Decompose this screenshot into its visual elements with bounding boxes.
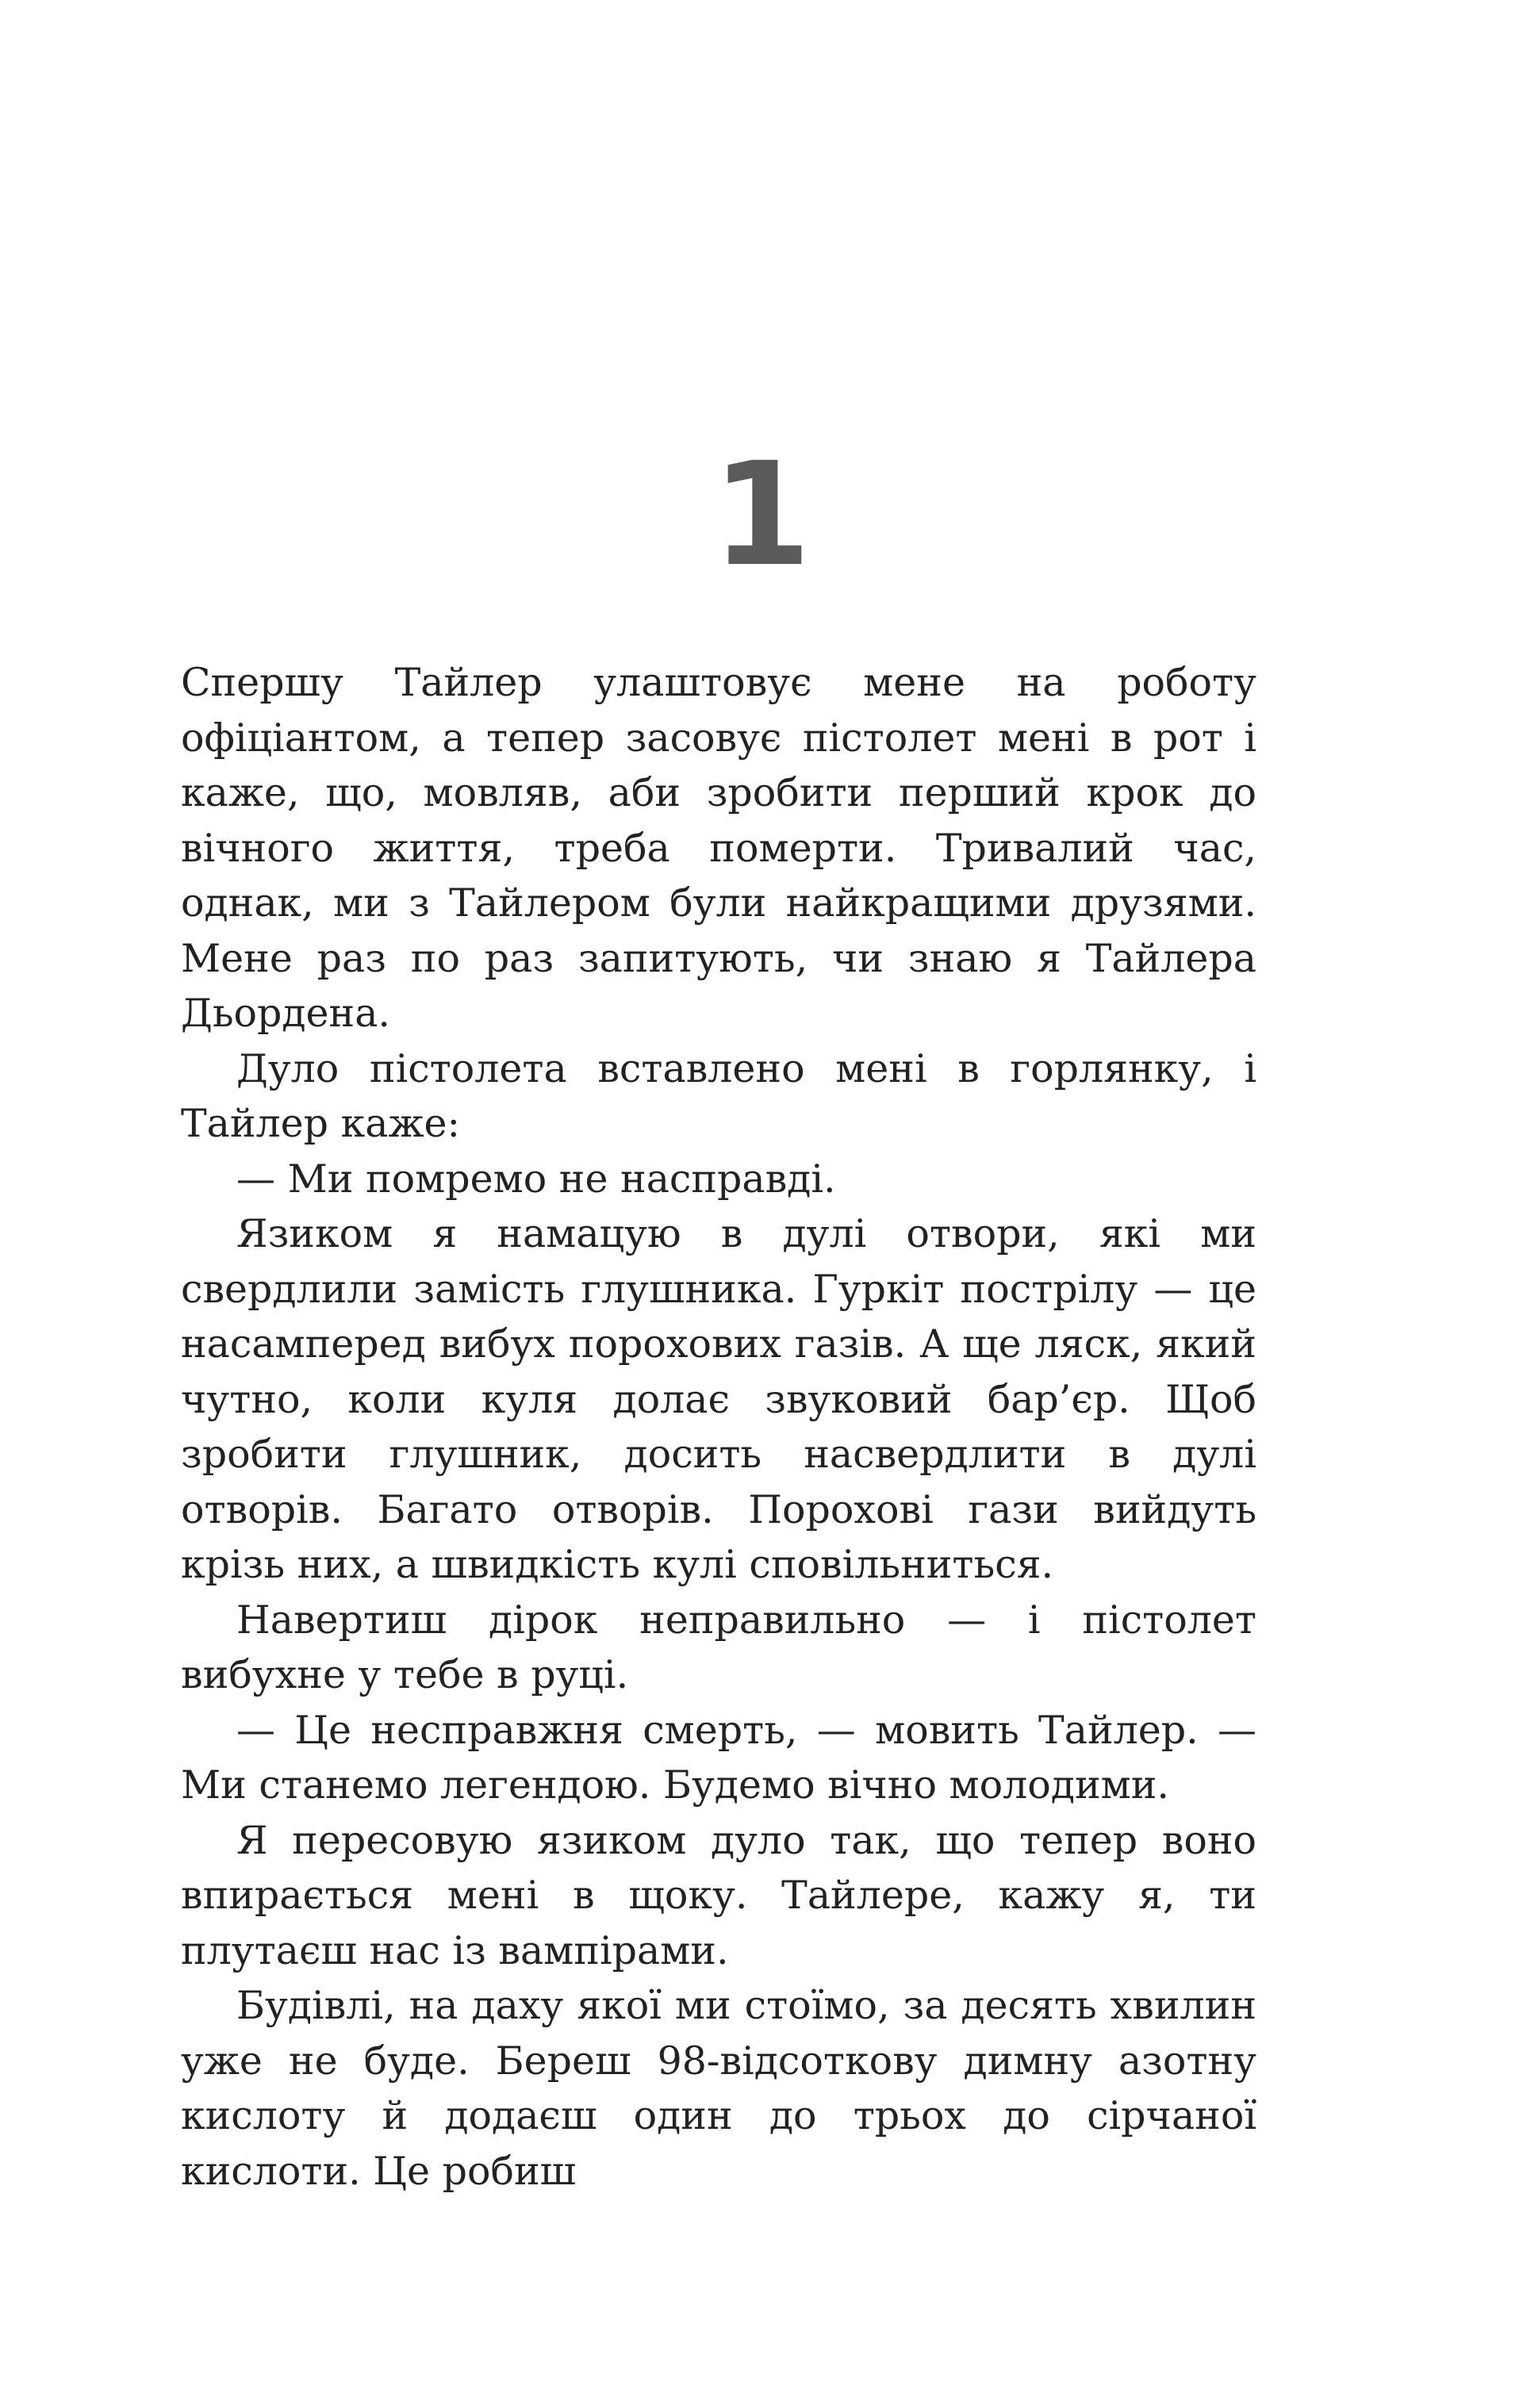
paragraph: Будівлі, на даху якої ми стоїмо, за десять хвилин уже не буде. Береш 98-відсоткову димну азотну кислоту й додаєш один до трьох до сірчаної кислоти. Це робиш [181,1983,1256,2194]
paragraph: Спершу Тайлер улаштовує мене на роботу офіціантом, а тепер засовує пістолет мені в рот і каже, що, мовляв, аби зробити перший крок до вічного життя, треба померти. Тривалий час, однак, ми з Тайлером були найкращими друзями. Мене раз по раз запитують, чи знаю я Тайлера Дьордена. [181,660,1256,1036]
paragraph: Я пересовую язиком дуло так, що тепер воно впирається мені в щоку. Тайлере, кажу я, ти плутаєш нас із вампірами. [181,1817,1256,1973]
chapter-text [181,655,1256,2199]
paragraph: Язиком я намацую в дулі отвори, які ми свердлили замість глушника. Гуркіт пострілу — це насамперед вибух порохових газів. А ще ляск, який чутно, коли куля долає звуковий бар’єр. Щоб зробити глушник, досить насвердлити в дулі отворів. Багато отворів. Порохові гази вийдуть крізь них, а швидкість кулі сповільниться. [181,1211,1256,1587]
paragraph: — Це несправжня смерть, — мовить Тайлер. — Ми станемо легендою. Будемо вічно молодими. [181,1707,1256,1808]
paragraph: Навертиш дірок неправильно — і пістолет вибухне у тебе в руці. [181,1597,1256,1697]
paragraph: — Ми помремо не насправді. [236,1156,836,1202]
paragraph: Дуло пістолета вставлено мені в горлянку, і Тайлер каже: [181,1045,1256,1146]
chapter-number: 1 [712,432,811,598]
